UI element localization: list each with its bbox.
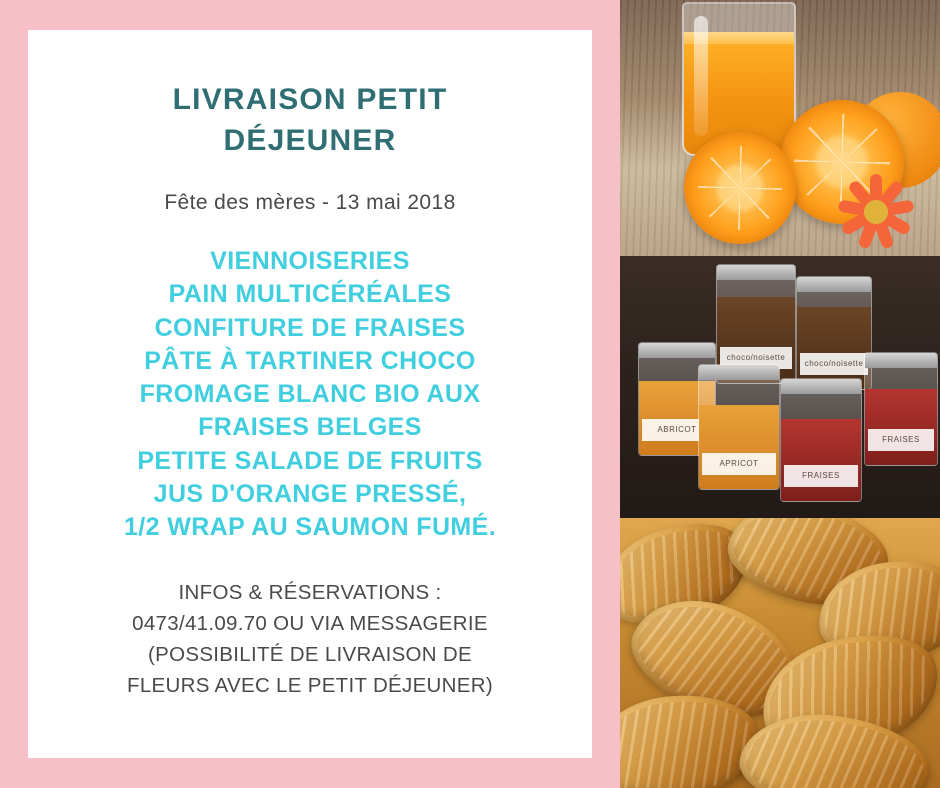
jam-jar [698, 364, 780, 490]
flower-center [864, 200, 888, 224]
jar-content [797, 307, 871, 389]
jar-label: choco/noisette [720, 347, 792, 369]
jam-jars-photo [620, 256, 940, 518]
menu-item: FRAISES BELGES [198, 413, 422, 442]
orange-half [684, 132, 796, 244]
poster-inner-card [28, 30, 592, 758]
jar-lid [698, 364, 780, 380]
menu-item: PETITE SALADE DE FRUITS [137, 446, 483, 475]
menu-item: PAIN MULTICÉRÉALES [168, 280, 452, 309]
menu-item: PÂTE À TARTINER CHOCO [144, 346, 476, 375]
menu-list [64, 245, 556, 544]
menu-item: JUS D'ORANGE PRESSÉ, [153, 479, 467, 508]
contact-info [64, 578, 556, 701]
jam-jar [796, 276, 872, 390]
jar-lid [638, 342, 716, 358]
croissants-photo [620, 518, 940, 788]
jar-label: choco/noisette [800, 353, 868, 375]
jar-content [699, 405, 779, 489]
jar-content [781, 419, 861, 501]
jar-label: FRAISES [868, 429, 934, 451]
glass-highlight [694, 16, 708, 136]
jar-lid [864, 352, 938, 368]
jam-jar [864, 352, 938, 466]
jar-content [865, 389, 937, 465]
jam-jar [780, 378, 862, 502]
contact-info-line: FLEURS AVEC LE PETIT DÉJEUNER) [127, 673, 493, 697]
contact-info-line: 0473/41.09.70 OU VIA MESSAGERIE [132, 612, 488, 635]
flower [832, 168, 920, 256]
photo-column [620, 0, 940, 788]
page-title: LIVRAISON PETIT DÉJEUNER [172, 83, 448, 157]
menu-item: CONFITURE DE FRAISES [154, 313, 466, 342]
menu-item: FROMAGE BLANC BIO AUX [139, 380, 481, 408]
orange-juice-photo [620, 0, 940, 256]
jar-lid [716, 264, 796, 280]
jar-label: FRAISES [784, 465, 858, 487]
menu-item: VIENNOISERIES [210, 247, 410, 275]
jar-label: APRICOT [702, 453, 776, 475]
poster-subtitle: Fête des mères - 13 mai 2018 [164, 191, 456, 214]
jar-label: ABRICOT [642, 419, 712, 441]
menu-item: 1/2 WRAP AU SAUMON FUMÉ. [123, 513, 497, 541]
jar-lid [796, 276, 872, 292]
contact-info-line: (POSSIBILITÉ DE LIVRAISON DE [148, 642, 472, 666]
jar-lid [780, 378, 862, 394]
contact-info-line: INFOS & RÉSERVATIONS : [178, 581, 442, 605]
